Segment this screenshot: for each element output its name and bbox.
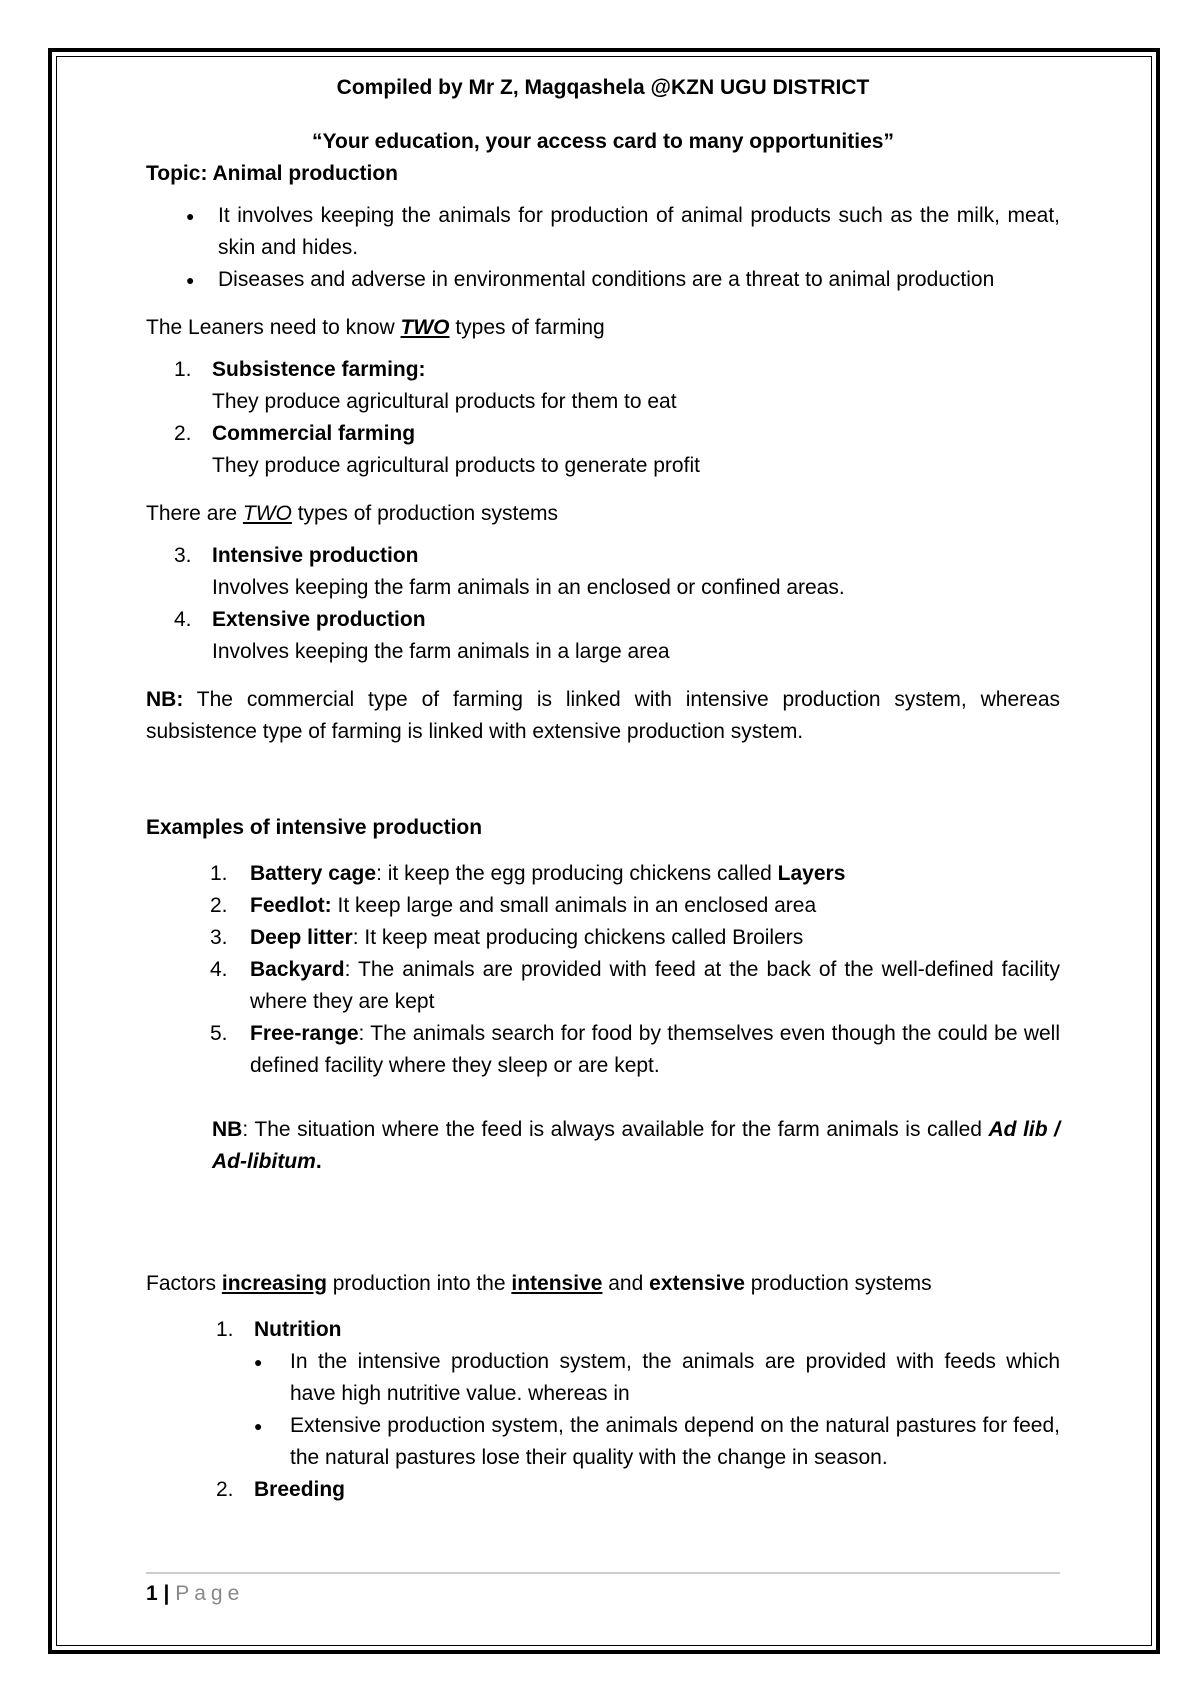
list-item: 2. Commercial farming: [174, 422, 416, 445]
examples-heading: Examples of intensive production: [146, 816, 483, 839]
page-label: Page: [175, 1582, 245, 1605]
emphasis-two: TWO: [242, 502, 292, 525]
list-item: 2. Feedlot: It keep large and small animals in an enclosed area: [210, 894, 817, 917]
list-item: ● Extensive production system, the animals depend on the natural pastures for feed, the natural pastures lose their quality with the change in season.: [146, 1410, 1060, 1474]
farming-types-list: [146, 354, 1060, 482]
factors-list: [146, 1314, 1060, 1506]
list-item-desc: They produce agricultural products to generate profit: [212, 454, 700, 477]
page-number: 1: [146, 1582, 158, 1605]
list-item: 1. Battery cage: it keep the egg producing chickens called Layers: [210, 862, 846, 885]
systems-list: [146, 540, 1060, 668]
motto: “Your education, your access card to many opportunities”: [312, 130, 894, 153]
list-item: 1. Subsistence farming:: [174, 358, 426, 381]
list-item: ● In the intensive production system, the animals are provided with feeds which have high nutritive value. whereas in: [146, 1346, 1060, 1410]
page-footer: 1 | Page: [146, 1572, 1060, 1608]
list-item: ● Diseases and adverse in environmental conditions are a threat to animal production: [218, 264, 1060, 296]
compiled-by: Compiled by Mr Z, Magqashela @KZN UGU DISTRICT: [336, 76, 870, 99]
bullet-icon: ●: [254, 1418, 263, 1434]
list-item: 2. Breeding: [216, 1478, 346, 1501]
examples-list: [146, 858, 1060, 1082]
list-item-desc: Involves keeping the farm animals in an enclosed or confined areas.: [212, 576, 845, 599]
nb-note-adlib: NB: The situation where the feed is always available for the farm animals is called Ad lib / Ad-libitum.: [212, 1118, 1060, 1173]
list-item: 3. Intensive production: [174, 544, 419, 567]
bullet-icon: ●: [254, 1354, 263, 1370]
list-item: 4. Backyard: The animals are provided with feed at the back of the well-defined facility where they are kept: [210, 958, 1060, 1013]
systems-intro: There are TWO types of production systems: [146, 502, 558, 525]
list-item: 4. Extensive production: [174, 608, 426, 631]
list-item: ● It involves keeping the animals for production of animal products such as the milk, meat, skin and hides.: [218, 200, 1060, 264]
emphasis-two: TWO: [400, 316, 450, 339]
list-item: 5. Free-range: The animals search for food by themselves even though the could be well defined facility where they sleep or are kept.: [210, 1022, 1060, 1077]
list-item-desc: Involves keeping the farm animals in a large area: [212, 640, 670, 663]
list-item: 3. Deep litter: It keep meat producing chickens called Broilers: [210, 926, 804, 949]
intro-bullet-list: [146, 200, 1060, 296]
list-item: 1. Nutrition: [216, 1318, 342, 1341]
topic-title: Topic: Animal production: [146, 162, 398, 185]
farming-intro: The Leaners need to know TWO types of farming: [146, 316, 605, 339]
list-item-desc: They produce agricultural products for them to eat: [212, 390, 677, 413]
factors-intro: Factors increasing production into the intensive and extensive production systems: [146, 1272, 932, 1295]
document-body: [146, 72, 1060, 1506]
nb-note-farming: NB: The commercial type of farming is linked with intensive production system, whereas subsistence type of farming is linked with extensive production system.: [146, 688, 1060, 743]
